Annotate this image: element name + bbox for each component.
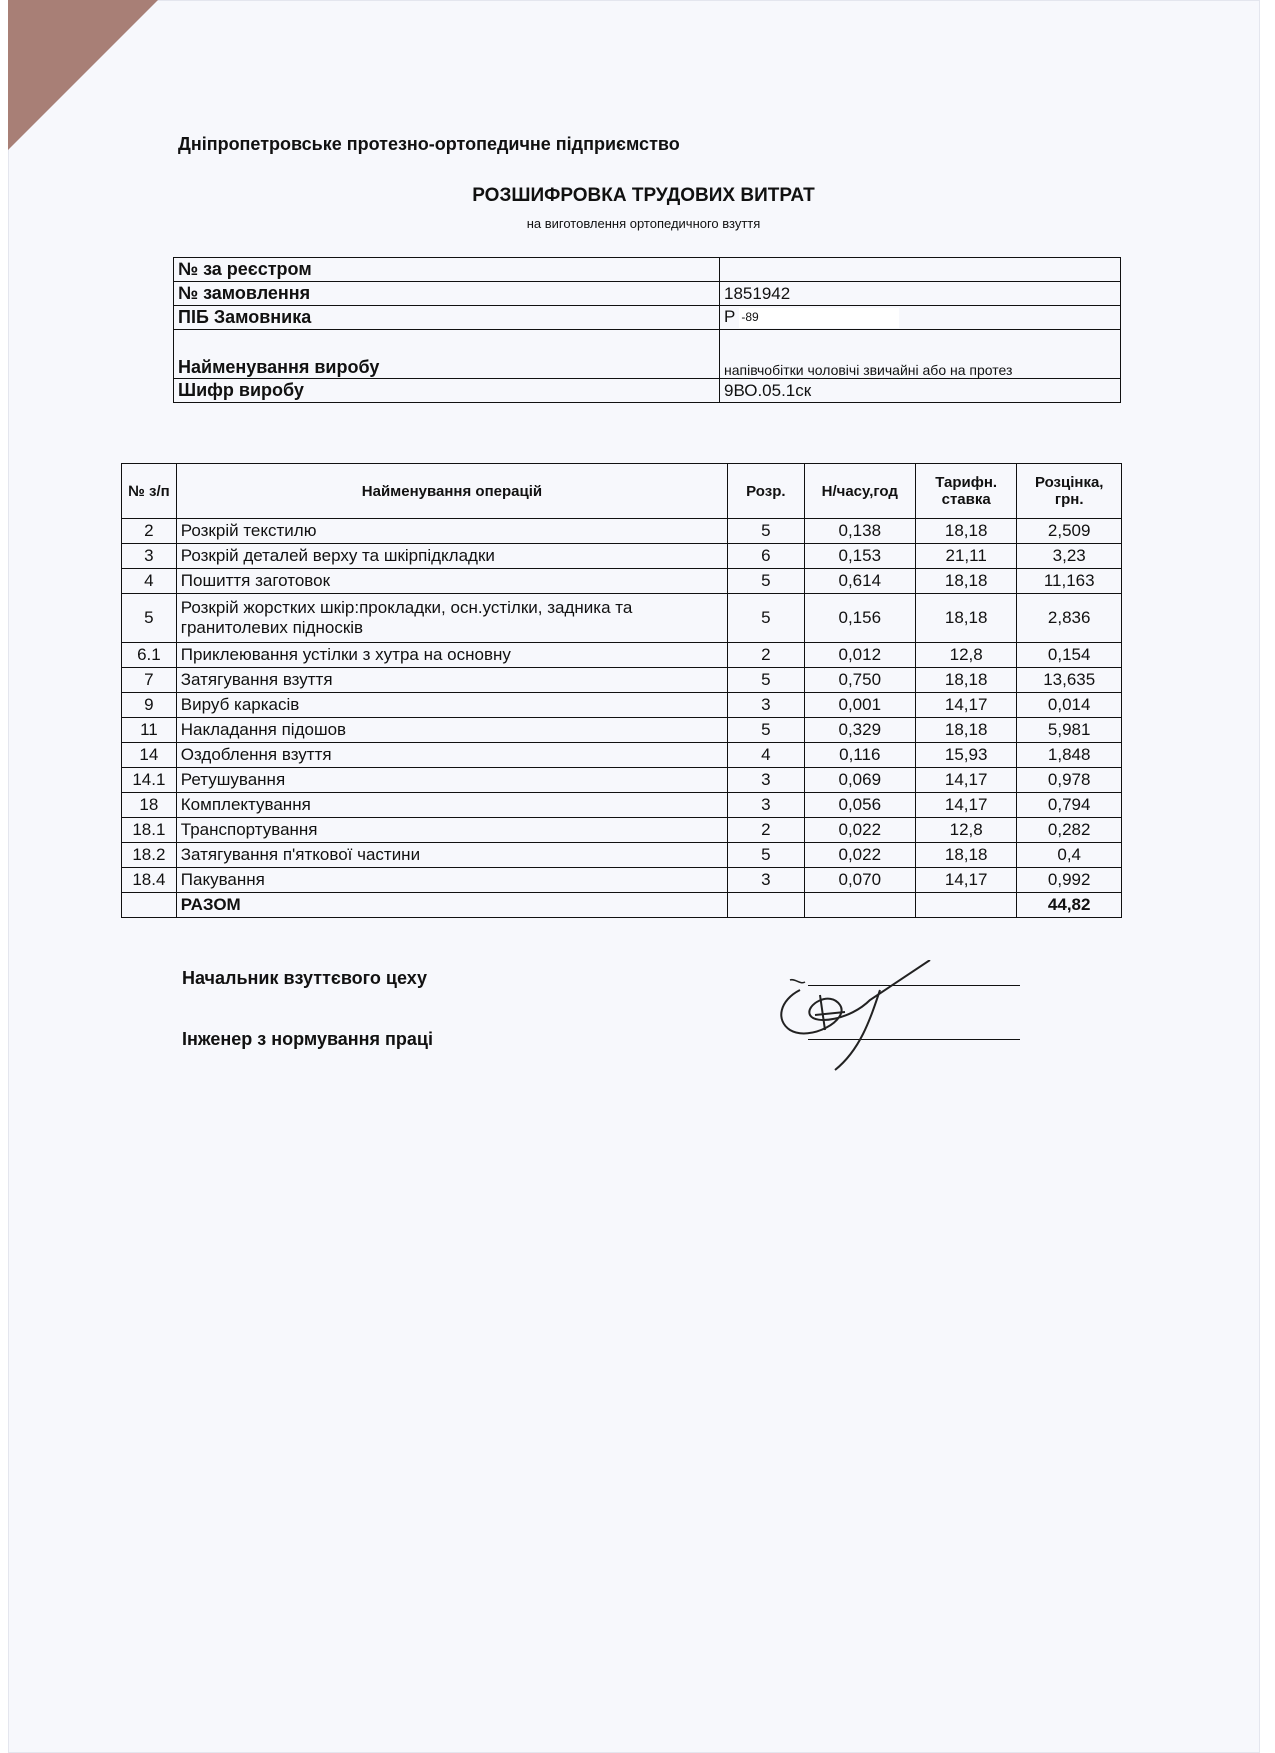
operation-row xyxy=(122,768,1122,793)
operation-row xyxy=(122,818,1122,843)
header-rate: Тарифн. ставка xyxy=(915,464,1016,519)
total-num-cell xyxy=(122,893,177,918)
customer-cell xyxy=(720,306,1121,330)
operation-num: 18.2 xyxy=(122,843,177,868)
operation-rate: 12,8 xyxy=(915,818,1016,843)
operation-num: 14 xyxy=(122,743,177,768)
total-grade-cell xyxy=(728,893,805,918)
operation-rate: 14,17 xyxy=(915,868,1016,893)
operation-num: 2 xyxy=(122,519,177,544)
operation-hours: 0,329 xyxy=(804,718,915,743)
operation-name: Розкрій жорстких шкір:прокладки, осн.устілки, задника та гранитолевих підносків xyxy=(176,594,727,643)
operation-price: 0,154 xyxy=(1017,643,1122,668)
document-title: РОЗШИФРОВКА ТРУДОВИХ ВИТРАТ xyxy=(472,185,815,206)
header-hours: Н/часу,год xyxy=(804,464,915,519)
registry-value xyxy=(720,258,1121,282)
operation-row xyxy=(122,519,1122,544)
operation-row xyxy=(122,868,1122,893)
operations-table xyxy=(121,463,1122,918)
operation-hours: 0,116 xyxy=(804,743,915,768)
registry-label: № за реєстром xyxy=(174,258,720,282)
organization-name: Дніпропетровське протезно-ортопедичне підприємство xyxy=(178,134,680,154)
operation-name: Затягування п'яткової частини xyxy=(176,843,727,868)
operation-row xyxy=(122,544,1122,569)
operation-rate: 14,17 xyxy=(915,693,1016,718)
operation-rate: 18,18 xyxy=(915,569,1016,594)
operation-name: Пошиття заготовок xyxy=(176,569,727,594)
operation-rate: 18,18 xyxy=(915,519,1016,544)
operation-num: 3 xyxy=(122,544,177,569)
engineer-label: Інженер з нормування праці xyxy=(182,1029,433,1049)
operation-rate: 18,18 xyxy=(915,668,1016,693)
customer-label: ПІБ Замовника xyxy=(174,306,720,330)
document-subtitle: на виготовлення ортопедичного взуття xyxy=(526,216,761,231)
operation-num: 5 xyxy=(122,594,177,643)
operation-grade: 5 xyxy=(728,843,805,868)
operation-grade: 5 xyxy=(728,519,805,544)
header-price: Розцінка, грн. xyxy=(1017,464,1122,519)
operation-rate: 18,18 xyxy=(915,718,1016,743)
total-hours-cell xyxy=(804,893,915,918)
operation-hours: 0,056 xyxy=(804,793,915,818)
operation-num: 9 xyxy=(122,693,177,718)
operation-grade: 5 xyxy=(728,594,805,643)
operation-price: 0,4 xyxy=(1017,843,1122,868)
info-row-product xyxy=(174,330,1121,379)
info-row-order xyxy=(174,282,1121,306)
operation-grade: 3 xyxy=(728,693,805,718)
operation-grade: 6 xyxy=(728,544,805,569)
operation-hours: 0,156 xyxy=(804,594,915,643)
operation-hours: 0,069 xyxy=(804,768,915,793)
operation-hours: 0,138 xyxy=(804,519,915,544)
operation-price: 0,992 xyxy=(1017,868,1122,893)
operation-name: Приклеювання устілки з хутра на основну xyxy=(176,643,727,668)
operation-price: 13,635 xyxy=(1017,668,1122,693)
operation-hours: 0,750 xyxy=(804,668,915,693)
operation-hours: 0,022 xyxy=(804,818,915,843)
operation-rate: 18,18 xyxy=(915,843,1016,868)
operations-header-row xyxy=(122,464,1122,519)
operation-hours: 0,001 xyxy=(804,693,915,718)
operation-rate: 15,93 xyxy=(915,743,1016,768)
operation-row xyxy=(122,594,1122,643)
operation-num: 14.1 xyxy=(122,768,177,793)
info-row-registry xyxy=(174,258,1121,282)
operation-rate: 18,18 xyxy=(915,594,1016,643)
operation-row xyxy=(122,718,1122,743)
operation-hours: 0,614 xyxy=(804,569,915,594)
folded-corner xyxy=(8,0,158,150)
operation-price: 11,163 xyxy=(1017,569,1122,594)
product-info-table xyxy=(173,257,1121,403)
operation-grade: 3 xyxy=(728,793,805,818)
operation-hours: 0,012 xyxy=(804,643,915,668)
head-of-shop-label: Начальник взуттєвого цеху xyxy=(182,968,427,988)
operation-name: Накладання підошов xyxy=(176,718,727,743)
header-grade: Розр. xyxy=(728,464,805,519)
operation-rate: 21,11 xyxy=(915,544,1016,569)
operation-price: 3,23 xyxy=(1017,544,1122,569)
operation-grade: 2 xyxy=(728,643,805,668)
operation-name: Ретушування xyxy=(176,768,727,793)
operation-row xyxy=(122,843,1122,868)
operation-row xyxy=(122,693,1122,718)
operation-row xyxy=(122,743,1122,768)
customer-suffix: -89 xyxy=(741,309,759,324)
operation-row xyxy=(122,793,1122,818)
total-value: 44,82 xyxy=(1017,893,1122,918)
operation-price: 5,981 xyxy=(1017,718,1122,743)
operation-rate: 14,17 xyxy=(915,793,1016,818)
operation-name: Розкрій деталей верху та шкірпідкладки xyxy=(176,544,727,569)
operation-rate: 12,8 xyxy=(915,643,1016,668)
operation-grade: 5 xyxy=(728,569,805,594)
operation-num: 18.1 xyxy=(122,818,177,843)
operation-row xyxy=(122,643,1122,668)
operation-rate: 14,17 xyxy=(915,768,1016,793)
order-label: № замовлення xyxy=(174,282,720,306)
operation-price: 0,014 xyxy=(1017,693,1122,718)
operation-price: 2,836 xyxy=(1017,594,1122,643)
operation-num: 7 xyxy=(122,668,177,693)
order-value: 1851942 xyxy=(720,282,1121,306)
handwritten-signature xyxy=(770,960,940,1080)
operation-price: 1,848 xyxy=(1017,743,1122,768)
operation-price: 0,282 xyxy=(1017,818,1122,843)
operation-num: 18.4 xyxy=(122,868,177,893)
operation-price: 0,794 xyxy=(1017,793,1122,818)
operation-row xyxy=(122,569,1122,594)
operation-num: 4 xyxy=(122,569,177,594)
operation-grade: 3 xyxy=(728,768,805,793)
total-label: РАЗОМ xyxy=(176,893,727,918)
operation-grade: 2 xyxy=(728,818,805,843)
operation-row xyxy=(122,668,1122,693)
operation-name: Транспортування xyxy=(176,818,727,843)
operation-price: 2,509 xyxy=(1017,519,1122,544)
operation-name: Комплектування xyxy=(176,793,727,818)
operation-grade: 3 xyxy=(728,868,805,893)
total-rate-cell xyxy=(915,893,1016,918)
operation-num: 11 xyxy=(122,718,177,743)
total-row xyxy=(122,893,1122,918)
code-value: 9ВО.05.1ск xyxy=(720,379,1121,403)
info-row-customer xyxy=(174,306,1121,330)
operation-hours: 0,070 xyxy=(804,868,915,893)
operations-body xyxy=(122,519,1122,893)
redaction-box xyxy=(739,308,899,328)
operation-grade: 5 xyxy=(728,718,805,743)
operation-hours: 0,153 xyxy=(804,544,915,569)
header-num: № з/п xyxy=(122,464,177,519)
operation-grade: 5 xyxy=(728,668,805,693)
operation-price: 0,978 xyxy=(1017,768,1122,793)
code-label: Шифр виробу xyxy=(174,379,720,403)
product-label: Найменування виробу xyxy=(174,330,720,379)
product-value: напівчобітки чоловічі звичайні або на протез xyxy=(720,330,1121,379)
info-row-code xyxy=(174,379,1121,403)
operation-name: Пакування xyxy=(176,868,727,893)
operation-num: 18 xyxy=(122,793,177,818)
operation-hours: 0,022 xyxy=(804,843,915,868)
operation-name: Оздоблення взуття xyxy=(176,743,727,768)
operation-name: Затягування взуття xyxy=(176,668,727,693)
header-name: Найменування операцій xyxy=(176,464,727,519)
customer-value: Р xyxy=(724,307,736,327)
operation-grade: 4 xyxy=(728,743,805,768)
operation-name: Вируб каркасів xyxy=(176,693,727,718)
operation-name: Розкрій текстилю xyxy=(176,519,727,544)
operation-num: 6.1 xyxy=(122,643,177,668)
